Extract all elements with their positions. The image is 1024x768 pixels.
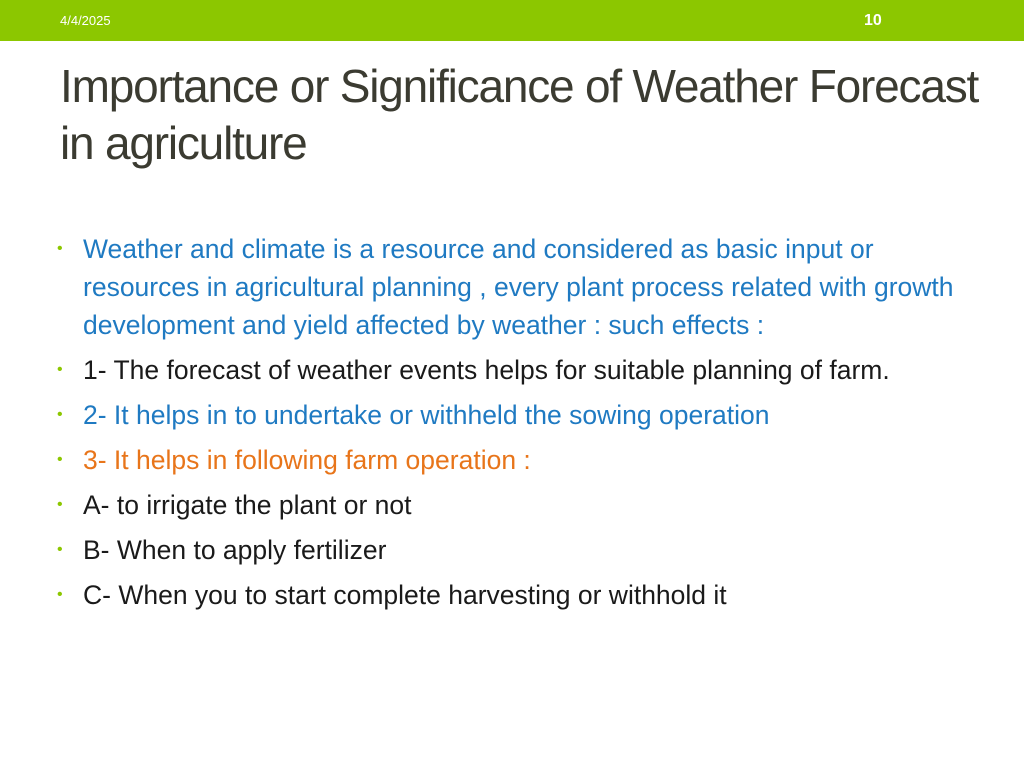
list-item — [54, 486, 974, 524]
slide-number: 10 — [864, 12, 882, 29]
list-item — [54, 230, 974, 344]
list-item — [54, 576, 974, 614]
bullet-text: 1- The forecast of weather events helps for suitable planning of farm. — [83, 355, 890, 385]
bullet-dot-icon: • — [57, 406, 63, 423]
slide-date: 4/4/2025 — [60, 13, 111, 28]
bullet-dot-icon: • — [57, 240, 63, 257]
bullet-text: A- to irrigate the plant or not — [83, 490, 412, 520]
bullet-list — [54, 230, 974, 621]
list-item — [54, 531, 974, 569]
header-bar — [0, 0, 1024, 41]
bullet-text: C- When you to start complete harvesting or withhold it — [83, 580, 727, 610]
slide-title: Importance or Significance of Weather Forecast in agriculture — [60, 60, 979, 169]
bullet-dot-icon: • — [57, 586, 63, 603]
bullet-dot-icon: • — [57, 496, 63, 513]
bullet-dot-icon: • — [57, 541, 63, 558]
list-item — [54, 351, 974, 389]
bullet-text: 2- It helps in to undertake or withheld the sowing operation — [83, 400, 770, 430]
bullet-text: Weather and climate is a resource and considered as basic input or resources in agricultural planning , every plant process related with growth development and yield affected by weather : such effects : — [83, 234, 954, 340]
bullet-text: 3- It helps in following farm operation : — [83, 445, 531, 475]
bullet-text: B- When to apply fertilizer — [83, 535, 387, 565]
bullet-dot-icon: • — [57, 361, 63, 378]
bullet-dot-icon: • — [57, 451, 63, 468]
list-item — [54, 441, 974, 479]
list-item — [54, 396, 974, 434]
